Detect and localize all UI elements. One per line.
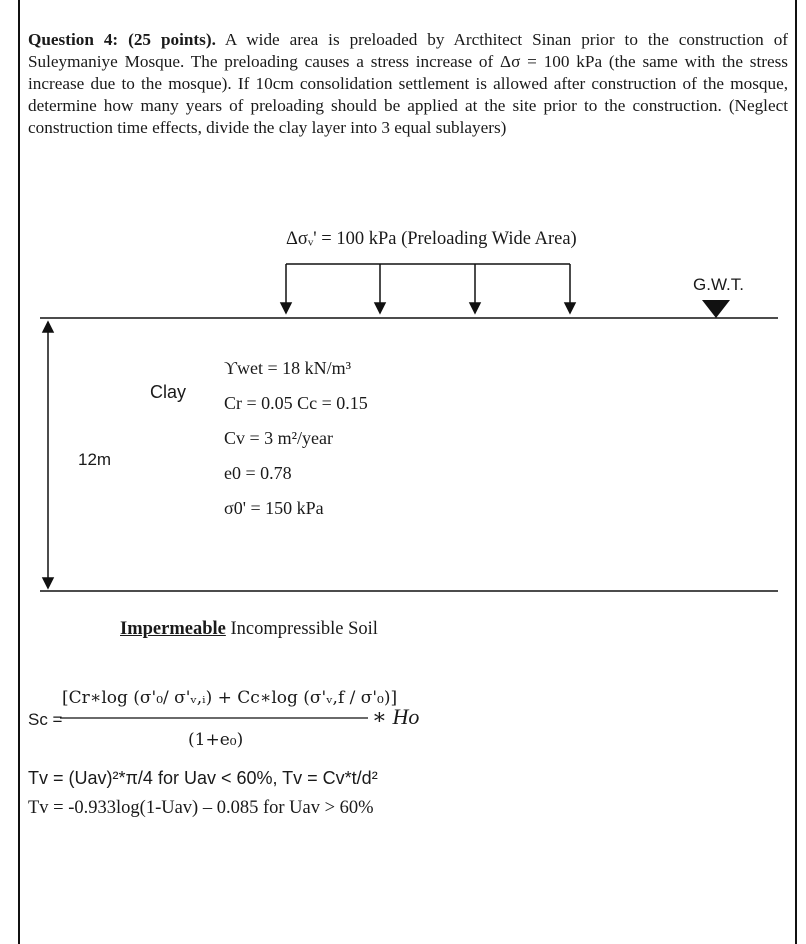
incompressible-soil-label: Incompressible Soil	[225, 619, 378, 639]
settlement-formula-lhs: Sc =	[28, 710, 63, 729]
compression-indices-property: Cr = 0.05 Cc = 0.15	[224, 393, 368, 413]
settlement-formula-numerator: [Cr∗log (σ'₀/ σ'ᵥ,ᵢ) + Cc∗log (σ'ᵥ,f / σ'₀)]	[62, 688, 398, 708]
unit-weight-property: ϒwet = 18 kN/m³	[224, 358, 352, 378]
clay-layer-label: Clay	[150, 382, 187, 402]
time-factor-formula-large: Tv = -0.933log(1-Uav) – 0.085 for Uav > 60%	[28, 798, 374, 818]
load-label: Δσᵥ' = 100 kPa (Preloading Wide Area)	[286, 229, 577, 249]
time-factor-formula-small: Tv = (Uav)²*π/4 for Uav < 60%, Tv = Cv*t/d²	[28, 768, 378, 788]
cv-property: Cv = 3 m²/year	[224, 428, 334, 448]
initial-stress-property: σ0' = 150 kPa	[224, 498, 324, 518]
impermeable-label: Impermeable	[120, 619, 226, 639]
thickness-label: 12m	[78, 450, 112, 469]
settlement-formula-denominator: (1+e₀)	[188, 730, 244, 750]
question-heading: Question 4: (25 points).	[28, 30, 216, 49]
void-ratio-property: e0 = 0.78	[224, 463, 292, 483]
question-body: A wide area is preloaded by Arcthitect Sinan prior to the construction of Suleymaniye Mosque. The preloading causes a stress increase of Δσ = 100 kPa (the same with the stress increase due to the mosque). If 10cm consolidation settlement is allowed after construction of the mosque, determine how many years of preloading should be applied at the site prior to the construction. (Neglect construction time effects, divide the clay layer into 3 equal sublayers)	[28, 30, 789, 137]
settlement-formula-multiplier: ∗ Ho	[372, 704, 420, 729]
gwt-label: G.W.T.	[693, 275, 744, 294]
